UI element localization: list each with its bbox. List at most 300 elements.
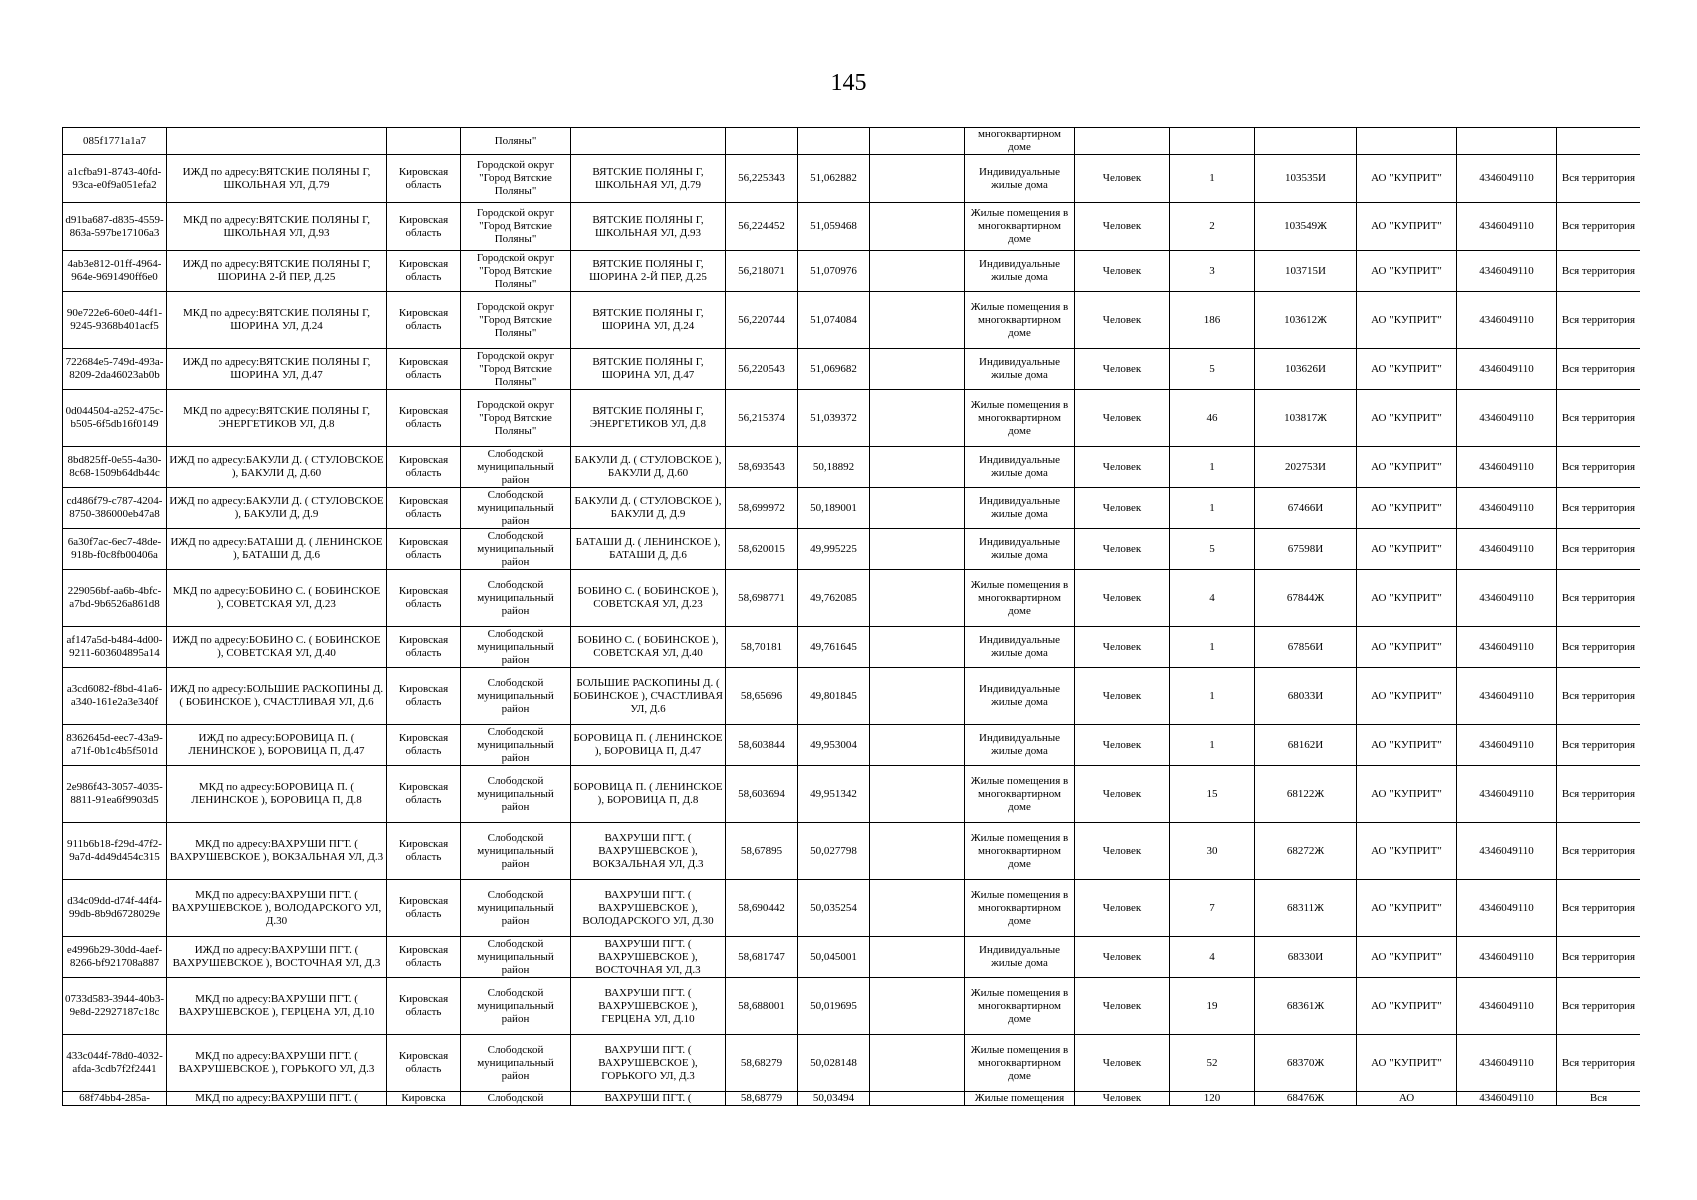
- cell-code: 67844Ж: [1255, 570, 1357, 627]
- table-row: [63, 529, 1641, 570]
- cell-type: Индивидуальные жилые дома: [965, 155, 1075, 203]
- cell-type: Жилые помещения в многоквартирном доме: [965, 880, 1075, 937]
- cell-lon: 50,019695: [798, 978, 870, 1035]
- cell-org: АО "КУПРИТ": [1357, 627, 1457, 668]
- table-row: [63, 292, 1641, 349]
- cell-org: АО "КУПРИТ": [1357, 251, 1457, 292]
- cell-inn: 4346049110: [1457, 978, 1557, 1035]
- cell-municipality: Слободской муниципальный район: [461, 570, 571, 627]
- cell-count: 1: [1170, 668, 1255, 725]
- cell-code: 68370Ж: [1255, 1035, 1357, 1092]
- cell-address: БОРОВИЦА П. ( ЛЕНИНСКОЕ ), БОРОВИЦА П, Д.8: [571, 766, 726, 823]
- cell-lon: 50,028148: [798, 1035, 870, 1092]
- cell-inn: 4346049110: [1457, 488, 1557, 529]
- cell-territory: Вся территория: [1557, 978, 1641, 1035]
- cell-count: 2: [1170, 203, 1255, 251]
- cell-unit: Человек: [1075, 390, 1170, 447]
- cell-address: [571, 128, 726, 155]
- cell-empty: [870, 292, 965, 349]
- cell-empty: [870, 488, 965, 529]
- table-row: [63, 349, 1641, 390]
- cell-lat: 58,68279: [726, 1035, 798, 1092]
- cell-name: МКД по адресу:ВАХРУШИ ПГТ. ( ВАХРУШЕВСКОЕ ), ВОКЗАЛЬНАЯ УЛ, Д.3: [167, 823, 387, 880]
- cell-lat: 56,215374: [726, 390, 798, 447]
- table-row: [63, 1092, 1641, 1106]
- cell-code: 103612Ж: [1255, 292, 1357, 349]
- cell-type: Жилые помещения в многоквартирном доме: [965, 766, 1075, 823]
- cell-name: МКД по адресу:ВАХРУШИ ПГТ. ( ВАХРУШЕВСКОЕ ), ГОРЬКОГО УЛ, Д.3: [167, 1035, 387, 1092]
- cell-territory: Вся территория: [1557, 880, 1641, 937]
- table-row: [63, 447, 1641, 488]
- cell-org: [1357, 128, 1457, 155]
- cell-count: 30: [1170, 823, 1255, 880]
- cell-empty: [870, 447, 965, 488]
- cell-org: АО "КУПРИТ": [1357, 155, 1457, 203]
- cell-unit: [1075, 128, 1170, 155]
- cell-region: Кировская область: [387, 725, 461, 766]
- cell-inn: 4346049110: [1457, 529, 1557, 570]
- cell-lon: 51,059468: [798, 203, 870, 251]
- cell-org: АО "КУПРИТ": [1357, 570, 1457, 627]
- cell-region: Кировская область: [387, 880, 461, 937]
- cell-lat: 58,603694: [726, 766, 798, 823]
- cell-org: АО "КУПРИТ": [1357, 725, 1457, 766]
- cell-empty: [870, 668, 965, 725]
- cell-org: АО "КУПРИТ": [1357, 937, 1457, 978]
- cell-name: МКД по адресу:ВЯТСКИЕ ПОЛЯНЫ Г, ШКОЛЬНАЯ УЛ, Д.93: [167, 203, 387, 251]
- cell-empty: [870, 725, 965, 766]
- cell-unit: Человек: [1075, 978, 1170, 1035]
- cell-lat: 58,688001: [726, 978, 798, 1035]
- cell-municipality: Слободской муниципальный район: [461, 529, 571, 570]
- cell-unit: Человек: [1075, 1035, 1170, 1092]
- cell-name: ИЖД по адресу:БАТАШИ Д. ( ЛЕНИНСКОЕ ), БАТАШИ Д, Д.6: [167, 529, 387, 570]
- cell-lat: 58,70181: [726, 627, 798, 668]
- cell-lon: 50,035254: [798, 880, 870, 937]
- cell-count: 52: [1170, 1035, 1255, 1092]
- cell-inn: 4346049110: [1457, 390, 1557, 447]
- cell-territory: Вся территория: [1557, 292, 1641, 349]
- cell-municipality: Слободской муниципальный район: [461, 978, 571, 1035]
- cell-code: 68033И: [1255, 668, 1357, 725]
- cell-municipality: Слободской муниципальный район: [461, 447, 571, 488]
- cell-municipality: Городской округ "Город Вятские Поляны": [461, 251, 571, 292]
- cell-unit: Человек: [1075, 627, 1170, 668]
- cell-code: 67466И: [1255, 488, 1357, 529]
- cell-name: ИЖД по адресу:БОБИНО С. ( БОБИНСКОЕ ), СОВЕТСКАЯ УЛ, Д.40: [167, 627, 387, 668]
- cell-id: 68f74bb4-285a-: [63, 1092, 167, 1106]
- table-row: [63, 203, 1641, 251]
- cell-lon: 49,761645: [798, 627, 870, 668]
- cell-region: Кировская область: [387, 349, 461, 390]
- document-table-wrap: [62, 127, 1640, 1178]
- cell-territory: Вся территория: [1557, 529, 1641, 570]
- cell-type: Индивидуальные жилые дома: [965, 251, 1075, 292]
- cell-count: 186: [1170, 292, 1255, 349]
- cell-territory: Вся территория: [1557, 937, 1641, 978]
- cell-org: АО "КУПРИТ": [1357, 488, 1457, 529]
- cell-code: [1255, 128, 1357, 155]
- cell-org: АО "КУПРИТ": [1357, 766, 1457, 823]
- cell-municipality: Городской округ "Город Вятские Поляны": [461, 349, 571, 390]
- cell-lon: 51,062882: [798, 155, 870, 203]
- cell-type: многоквартирном доме: [965, 128, 1075, 155]
- table-row: [63, 978, 1641, 1035]
- cell-lon: 51,069682: [798, 349, 870, 390]
- table-row: [63, 488, 1641, 529]
- cell-inn: 4346049110: [1457, 292, 1557, 349]
- cell-unit: Человек: [1075, 570, 1170, 627]
- cell-lat: 58,699972: [726, 488, 798, 529]
- cell-address: БАКУЛИ Д. ( СТУЛОВСКОЕ ), БАКУЛИ Д, Д.9: [571, 488, 726, 529]
- cell-address: ВАХРУШИ ПГТ. ( ВАХРУШЕВСКОЕ ), ВОЛОДАРСКОГО УЛ, Д.30: [571, 880, 726, 937]
- cell-code: 68311Ж: [1255, 880, 1357, 937]
- cell-address: ВЯТСКИЕ ПОЛЯНЫ Г, ШОРИНА УЛ, Д.24: [571, 292, 726, 349]
- cell-region: Кировская область: [387, 668, 461, 725]
- cell-type: Жилые помещения в многоквартирном доме: [965, 978, 1075, 1035]
- cell-name: ИЖД по адресу:ВЯТСКИЕ ПОЛЯНЫ Г, ШКОЛЬНАЯ УЛ, Д.79: [167, 155, 387, 203]
- cell-region: Кировская область: [387, 1035, 461, 1092]
- cell-unit: Человек: [1075, 349, 1170, 390]
- cell-lat: 58,603844: [726, 725, 798, 766]
- cell-empty: [870, 128, 965, 155]
- cell-count: 5: [1170, 529, 1255, 570]
- cell-region: Кировская область: [387, 978, 461, 1035]
- cell-lat: 58,690442: [726, 880, 798, 937]
- cell-territory: Вся территория: [1557, 390, 1641, 447]
- cell-count: 3: [1170, 251, 1255, 292]
- cell-lon: 49,801845: [798, 668, 870, 725]
- cell-id: 90e722e6-60e0-44f1-9245-9368b401acf5: [63, 292, 167, 349]
- cell-municipality: Слободской муниципальный район: [461, 1035, 571, 1092]
- cell-empty: [870, 823, 965, 880]
- cell-code: 103715И: [1255, 251, 1357, 292]
- cell-lat: [726, 128, 798, 155]
- cell-lat: 56,220744: [726, 292, 798, 349]
- cell-count: 1: [1170, 627, 1255, 668]
- cell-municipality: Городской округ "Город Вятские Поляны": [461, 203, 571, 251]
- cell-id: af147a5d-b484-4d00-9211-603604895a14: [63, 627, 167, 668]
- cell-region: Кировска: [387, 1092, 461, 1106]
- cell-unit: Человек: [1075, 937, 1170, 978]
- cell-territory: Вся территория: [1557, 1035, 1641, 1092]
- cell-lat: 58,65696: [726, 668, 798, 725]
- cell-count: 5: [1170, 349, 1255, 390]
- table-row: [63, 668, 1641, 725]
- cell-address: ВАХРУШИ ПГТ. ( ВАХРУШЕВСКОЕ ), ГЕРЦЕНА УЛ, Д.10: [571, 978, 726, 1035]
- cell-municipality: Слободской муниципальный район: [461, 880, 571, 937]
- cell-code: 103549Ж: [1255, 203, 1357, 251]
- cell-id: 8bd825ff-0e55-4a30-8c68-1509b64db44c: [63, 447, 167, 488]
- cell-lat: 56,224452: [726, 203, 798, 251]
- table-row: [63, 570, 1641, 627]
- cell-name: ИЖД по адресу:ВЯТСКИЕ ПОЛЯНЫ Г, ШОРИНА 2-Й ПЕР, Д.25: [167, 251, 387, 292]
- cell-org: АО "КУПРИТ": [1357, 823, 1457, 880]
- cell-type: Индивидуальные жилые дома: [965, 529, 1075, 570]
- cell-name: ИЖД по адресу:ВЯТСКИЕ ПОЛЯНЫ Г, ШОРИНА УЛ, Д.47: [167, 349, 387, 390]
- cell-inn: 4346049110: [1457, 880, 1557, 937]
- cell-empty: [870, 155, 965, 203]
- cell-address: БОЛЬШИЕ РАСКОПИНЫ Д. ( БОБИНСКОЕ ), СЧАСТЛИВАЯ УЛ, Д.6: [571, 668, 726, 725]
- cell-territory: Вся территория: [1557, 627, 1641, 668]
- cell-lon: 50,189001: [798, 488, 870, 529]
- cell-lon: 51,039372: [798, 390, 870, 447]
- cell-name: [167, 128, 387, 155]
- cell-code: 103817Ж: [1255, 390, 1357, 447]
- cell-lon: 49,762085: [798, 570, 870, 627]
- cell-territory: Вся территория: [1557, 488, 1641, 529]
- cell-address: ВЯТСКИЕ ПОЛЯНЫ Г, ШОРИНА 2-Й ПЕР, Д.25: [571, 251, 726, 292]
- cell-region: Кировская область: [387, 447, 461, 488]
- cell-inn: 4346049110: [1457, 251, 1557, 292]
- cell-territory: Вся территория: [1557, 251, 1641, 292]
- cell-address: ВАХРУШИ ПГТ. (: [571, 1092, 726, 1106]
- cell-type: Жилые помещения в многоквартирном доме: [965, 570, 1075, 627]
- cell-lat: 58,698771: [726, 570, 798, 627]
- cell-id: 2e986f43-3057-4035-8811-91ea6f9903d5: [63, 766, 167, 823]
- cell-name: ИЖД по адресу:ВАХРУШИ ПГТ. ( ВАХРУШЕВСКОЕ ), ВОСТОЧНАЯ УЛ, Д.3: [167, 937, 387, 978]
- cell-org: АО "КУПРИТ": [1357, 668, 1457, 725]
- table-row: [63, 937, 1641, 978]
- cell-id: 911b6b18-f29d-47f2-9a7d-4d49d454c315: [63, 823, 167, 880]
- cell-name: ИЖД по адресу:БОЛЬШИЕ РАСКОПИНЫ Д. ( БОБИНСКОЕ ), СЧАСТЛИВАЯ УЛ, Д.6: [167, 668, 387, 725]
- cell-address: БАКУЛИ Д. ( СТУЛОВСКОЕ ), БАКУЛИ Д, Д.60: [571, 447, 726, 488]
- cell-region: Кировская область: [387, 155, 461, 203]
- cell-lon: 50,027798: [798, 823, 870, 880]
- table-row: [63, 766, 1641, 823]
- cell-municipality: Городской округ "Город Вятские Поляны": [461, 292, 571, 349]
- cell-unit: Человек: [1075, 668, 1170, 725]
- document-table: [62, 127, 1640, 1106]
- cell-municipality: Слободской муниципальный район: [461, 823, 571, 880]
- cell-lat: 58,693543: [726, 447, 798, 488]
- cell-org: АО "КУПРИТ": [1357, 292, 1457, 349]
- cell-name: МКД по адресу:ВЯТСКИЕ ПОЛЯНЫ Г, ЭНЕРГЕТИКОВ УЛ, Д.8: [167, 390, 387, 447]
- cell-count: 1: [1170, 725, 1255, 766]
- cell-address: ВЯТСКИЕ ПОЛЯНЫ Г, ШКОЛЬНАЯ УЛ, Д.93: [571, 203, 726, 251]
- cell-id: d34c09dd-d74f-44f4-99db-8b9d6728029e: [63, 880, 167, 937]
- cell-type: Индивидуальные жилые дома: [965, 937, 1075, 978]
- cell-type: Индивидуальные жилые дома: [965, 627, 1075, 668]
- cell-code: 67598И: [1255, 529, 1357, 570]
- cell-inn: 4346049110: [1457, 203, 1557, 251]
- cell-count: 7: [1170, 880, 1255, 937]
- cell-territory: Вся территория: [1557, 570, 1641, 627]
- cell-inn: [1457, 128, 1557, 155]
- cell-lon: 50,045001: [798, 937, 870, 978]
- cell-code: 68272Ж: [1255, 823, 1357, 880]
- cell-lat: 58,620015: [726, 529, 798, 570]
- cell-region: Кировская область: [387, 937, 461, 978]
- cell-municipality: Поляны": [461, 128, 571, 155]
- cell-region: Кировская область: [387, 766, 461, 823]
- cell-name: МКД по адресу:БОРОВИЦА П. ( ЛЕНИНСКОЕ ), БОРОВИЦА П, Д.8: [167, 766, 387, 823]
- cell-region: Кировская область: [387, 488, 461, 529]
- cell-code: 68361Ж: [1255, 978, 1357, 1035]
- cell-lon: 51,070976: [798, 251, 870, 292]
- table-row: [63, 627, 1641, 668]
- cell-address: БАТАШИ Д. ( ЛЕНИНСКОЕ ), БАТАШИ Д, Д.6: [571, 529, 726, 570]
- cell-address: БОРОВИЦА П. ( ЛЕНИНСКОЕ ), БОРОВИЦА П, Д.47: [571, 725, 726, 766]
- cell-region: Кировская область: [387, 823, 461, 880]
- cell-empty: [870, 251, 965, 292]
- cell-lon: 51,074084: [798, 292, 870, 349]
- cell-count: 19: [1170, 978, 1255, 1035]
- cell-lon: 49,951342: [798, 766, 870, 823]
- cell-type: Жилые помещения в многоквартирном доме: [965, 1035, 1075, 1092]
- cell-count: 1: [1170, 488, 1255, 529]
- cell-org: АО: [1357, 1092, 1457, 1106]
- cell-lon: 49,953004: [798, 725, 870, 766]
- cell-address: ВЯТСКИЕ ПОЛЯНЫ Г, ШОРИНА УЛ, Д.47: [571, 349, 726, 390]
- cell-code: 68122Ж: [1255, 766, 1357, 823]
- cell-territory: Вся территория: [1557, 349, 1641, 390]
- cell-inn: 4346049110: [1457, 155, 1557, 203]
- cell-address: ВЯТСКИЕ ПОЛЯНЫ Г, ЭНЕРГЕТИКОВ УЛ, Д.8: [571, 390, 726, 447]
- cell-name: ИЖД по адресу:БАКУЛИ Д. ( СТУЛОВСКОЕ ), БАКУЛИ Д, Д.9: [167, 488, 387, 529]
- cell-id: 0d044504-a252-475c-b505-6f5db16f0149: [63, 390, 167, 447]
- cell-empty: [870, 937, 965, 978]
- table-body: [63, 128, 1641, 1106]
- cell-region: [387, 128, 461, 155]
- cell-code: 68162И: [1255, 725, 1357, 766]
- cell-id: d91ba687-d835-4559-863a-597be17106a3: [63, 203, 167, 251]
- cell-org: АО "КУПРИТ": [1357, 529, 1457, 570]
- cell-empty: [870, 1092, 965, 1106]
- cell-code: 103626И: [1255, 349, 1357, 390]
- cell-name: МКД по адресу:ВАХРУШИ ПГТ. ( ВАХРУШЕВСКОЕ ), ГЕРЦЕНА УЛ, Д.10: [167, 978, 387, 1035]
- cell-inn: 4346049110: [1457, 766, 1557, 823]
- cell-org: АО "КУПРИТ": [1357, 447, 1457, 488]
- cell-count: 46: [1170, 390, 1255, 447]
- cell-inn: 4346049110: [1457, 627, 1557, 668]
- cell-territory: Вся территория: [1557, 766, 1641, 823]
- cell-type: Индивидуальные жилые дома: [965, 668, 1075, 725]
- cell-unit: Человек: [1075, 203, 1170, 251]
- table-row: [63, 251, 1641, 292]
- table-row: [63, 725, 1641, 766]
- cell-id: e4996b29-30dd-4aef-8266-bf921708a887: [63, 937, 167, 978]
- cell-address: ВАХРУШИ ПГТ. ( ВАХРУШЕВСКОЕ ), ВОСТОЧНАЯ УЛ, Д.3: [571, 937, 726, 978]
- table-row: [63, 823, 1641, 880]
- cell-region: Кировская область: [387, 627, 461, 668]
- cell-territory: Вся территория: [1557, 155, 1641, 203]
- cell-territory: Вся территория: [1557, 725, 1641, 766]
- cell-municipality: Слободской муниципальный район: [461, 766, 571, 823]
- cell-municipality: Слободской муниципальный район: [461, 725, 571, 766]
- cell-municipality: Слободской муниципальный район: [461, 627, 571, 668]
- cell-org: АО "КУПРИТ": [1357, 203, 1457, 251]
- cell-id: 722684e5-749d-493a-8209-2da46023ab0b: [63, 349, 167, 390]
- page-number: 145: [830, 70, 867, 96]
- cell-org: АО "КУПРИТ": [1357, 880, 1457, 937]
- cell-count: 4: [1170, 937, 1255, 978]
- cell-org: АО "КУПРИТ": [1357, 1035, 1457, 1092]
- cell-empty: [870, 529, 965, 570]
- cell-type: Жилые помещения в многоквартирном доме: [965, 203, 1075, 251]
- cell-code: 68330И: [1255, 937, 1357, 978]
- cell-inn: 4346049110: [1457, 1092, 1557, 1106]
- cell-count: 1: [1170, 447, 1255, 488]
- cell-unit: Человек: [1075, 880, 1170, 937]
- cell-address: БОБИНО С. ( БОБИНСКОЕ ), СОВЕТСКАЯ УЛ, Д.23: [571, 570, 726, 627]
- cell-address: БОБИНО С. ( БОБИНСКОЕ ), СОВЕТСКАЯ УЛ, Д.40: [571, 627, 726, 668]
- cell-inn: 4346049110: [1457, 570, 1557, 627]
- cell-id: a3cd6082-f8bd-41a6-a340-161e2a3e340f: [63, 668, 167, 725]
- cell-address: ВАХРУШИ ПГТ. ( ВАХРУШЕВСКОЕ ), ВОКЗАЛЬНАЯ УЛ, Д.3: [571, 823, 726, 880]
- cell-lat: 58,68779: [726, 1092, 798, 1106]
- cell-unit: Человек: [1075, 725, 1170, 766]
- table-row: [63, 128, 1641, 155]
- cell-municipality: Слободской муниципальный район: [461, 668, 571, 725]
- cell-code: 103535И: [1255, 155, 1357, 203]
- cell-code: 68476Ж: [1255, 1092, 1357, 1106]
- table-row: [63, 1035, 1641, 1092]
- cell-id: 0733d583-3944-40b3-9e8d-22927187c18c: [63, 978, 167, 1035]
- cell-empty: [870, 880, 965, 937]
- cell-unit: Человек: [1075, 155, 1170, 203]
- cell-id: 085f1771a1a7: [63, 128, 167, 155]
- cell-count: 1: [1170, 155, 1255, 203]
- cell-empty: [870, 1035, 965, 1092]
- cell-lon: 50,03494: [798, 1092, 870, 1106]
- cell-empty: [870, 978, 965, 1035]
- cell-municipality: Слободской муниципальный район: [461, 937, 571, 978]
- cell-code: 202753И: [1255, 447, 1357, 488]
- cell-id: 229056bf-aa6b-4bfc-a7bd-9b6526a861d8: [63, 570, 167, 627]
- cell-id: a1cfba91-8743-40fd-93ca-e0f9a051efa2: [63, 155, 167, 203]
- cell-type: Индивидуальные жилые дома: [965, 488, 1075, 529]
- cell-name: МКД по адресу:ВАХРУШИ ПГТ. (: [167, 1092, 387, 1106]
- cell-region: Кировская область: [387, 529, 461, 570]
- cell-region: Кировская область: [387, 251, 461, 292]
- cell-name: МКД по адресу:ВЯТСКИЕ ПОЛЯНЫ Г, ШОРИНА УЛ, Д.24: [167, 292, 387, 349]
- cell-unit: Человек: [1075, 488, 1170, 529]
- cell-region: Кировская область: [387, 570, 461, 627]
- cell-org: АО "КУПРИТ": [1357, 390, 1457, 447]
- cell-region: Кировская область: [387, 292, 461, 349]
- cell-inn: 4346049110: [1457, 823, 1557, 880]
- cell-empty: [870, 390, 965, 447]
- cell-region: Кировская область: [387, 390, 461, 447]
- cell-municipality: Слободской: [461, 1092, 571, 1106]
- cell-name: МКД по адресу:ВАХРУШИ ПГТ. ( ВАХРУШЕВСКОЕ ), ВОЛОДАРСКОГО УЛ, Д.30: [167, 880, 387, 937]
- cell-inn: 4346049110: [1457, 447, 1557, 488]
- cell-type: Жилые помещения в многоквартирном доме: [965, 823, 1075, 880]
- cell-territory: [1557, 128, 1641, 155]
- cell-type: Жилые помещения в многоквартирном доме: [965, 292, 1075, 349]
- cell-inn: 4346049110: [1457, 937, 1557, 978]
- cell-municipality: Городской округ "Город Вятские Поляны": [461, 155, 571, 203]
- cell-territory: Вся территория: [1557, 823, 1641, 880]
- cell-id: 8362645d-eec7-43a9-a71f-0b1c4b5f501d: [63, 725, 167, 766]
- cell-count: 120: [1170, 1092, 1255, 1106]
- cell-type: Жилые помещения: [965, 1092, 1075, 1106]
- cell-municipality: Городской округ "Город Вятские Поляны": [461, 390, 571, 447]
- cell-lat: 56,225343: [726, 155, 798, 203]
- cell-unit: Человек: [1075, 766, 1170, 823]
- cell-code: 67856И: [1255, 627, 1357, 668]
- cell-type: Жилые помещения в многоквартирном доме: [965, 390, 1075, 447]
- cell-inn: 4346049110: [1457, 725, 1557, 766]
- cell-unit: Человек: [1075, 447, 1170, 488]
- cell-inn: 4346049110: [1457, 668, 1557, 725]
- cell-id: 6a30f7ac-6ec7-48de-918b-f0c8fb00406a: [63, 529, 167, 570]
- cell-empty: [870, 203, 965, 251]
- cell-address: ВАХРУШИ ПГТ. ( ВАХРУШЕВСКОЕ ), ГОРЬКОГО УЛ, Д.3: [571, 1035, 726, 1092]
- cell-id: 433c044f-78d0-4032-afda-3cdb7f2f2441: [63, 1035, 167, 1092]
- cell-territory: Вся территория: [1557, 203, 1641, 251]
